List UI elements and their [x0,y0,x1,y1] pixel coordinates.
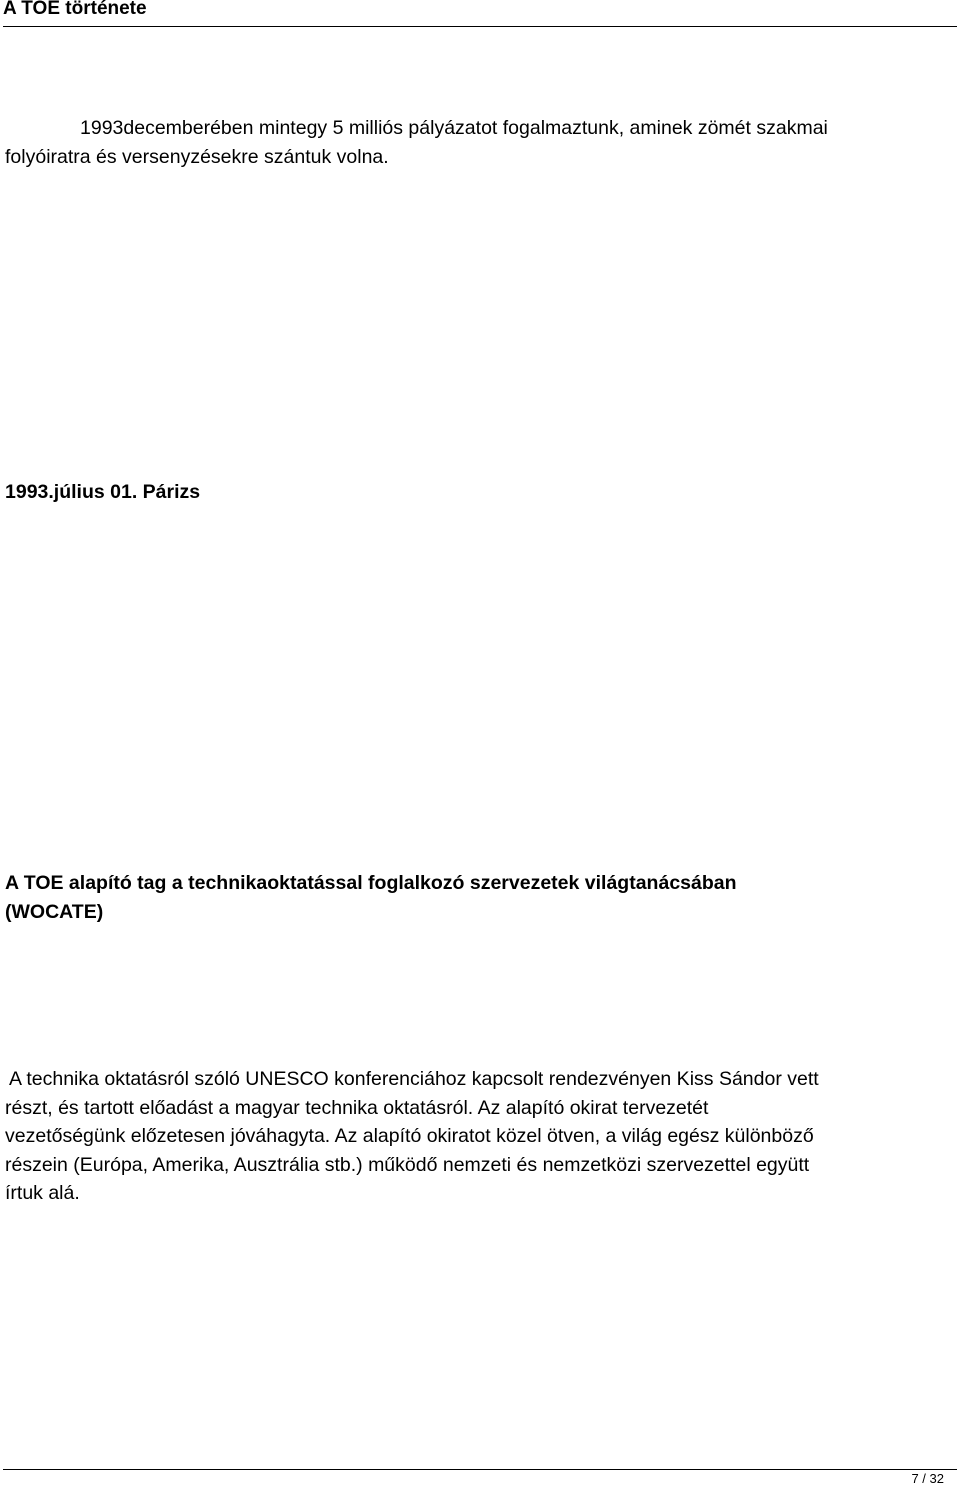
section-heading [5,869,955,927]
body-line: írtuk alá. [5,1182,80,1204]
page-header-title: A TOE története [3,0,147,19]
intro-paragraph [5,114,955,172]
body-line: részein (Európa, Amerika, Ausztrália stb.) működő nemzeti és nemzetközi szervezettel együtt [5,1153,810,1176]
body-line: részt, és tartott előadást a magyar technika oktatásról. Az alapító okirat tervezetét [5,1096,709,1119]
section-heading-line: A TOE alapító tag a technikaoktatással foglalkozó szervezetek világtanácsában [5,872,737,894]
body-line: vezetőségünk előzetesen jóváhagyta. Az alapító okiratot közel ötven, a világ egész különböző [5,1125,814,1147]
header-divider [3,26,957,27]
page-number: 7 / 32 [911,1471,944,1486]
section-heading-line: (WOCATE) [5,901,104,923]
body-line: A technika oktatásról szóló UNESCO konferenciához kapcsolt rendezvényen Kiss Sándor vett [9,1068,819,1090]
event-date-heading: 1993.július 01. Párizs [5,481,201,503]
section-body-paragraph [5,1065,955,1208]
intro-line: folyóiratra és versenyzésekre szántuk volna. [5,146,389,168]
footer-divider [3,1469,957,1470]
intro-line: 1993decemberében mintegy 5 milliós pályázatot fogalmaztunk, aminek zömét szakmai [80,117,828,139]
